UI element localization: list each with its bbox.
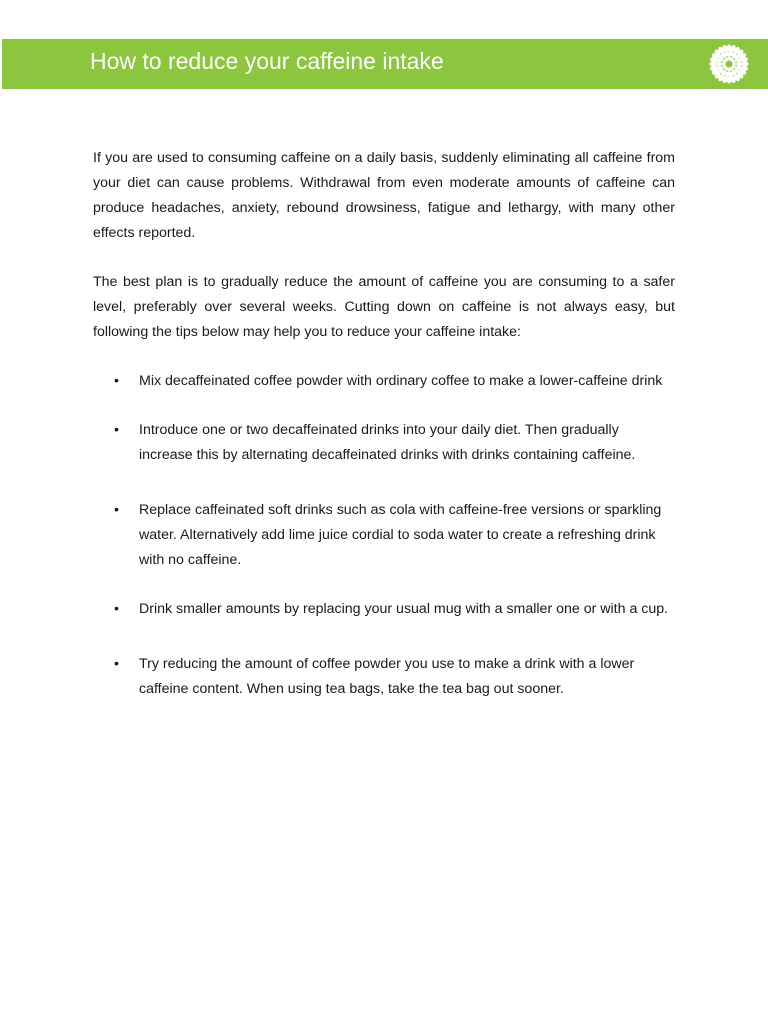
bullet: • <box>114 656 119 672</box>
logo-petal <box>716 62 722 66</box>
tip-text: Replace caffeinated soft drinks such as cola with caffeine-free versions or sparkling water. Alternatively add lime juice cordial to soda water to create a refreshing drink with no caffeine. <box>139 502 662 568</box>
logo-petal <box>732 63 736 66</box>
tip-text: Try reducing the amount of coffee powder you use to make a drink with a lower caffeine content. When using tea bags, take the tea bag out sooner. <box>139 656 635 697</box>
header-bar <box>2 39 768 89</box>
list-item <box>93 652 675 702</box>
bullet: • <box>114 601 119 617</box>
logo-petal <box>727 76 732 83</box>
logo-petal <box>728 67 731 71</box>
logo-petal <box>737 62 743 66</box>
sunburst-logo-icon <box>708 44 750 84</box>
logo-petal <box>721 63 725 66</box>
plan-paragraph: The best plan is to gradually reduce the amount of caffeine you are consuming to a safer level, preferably over several weeks. Cutting down on caffeine is not always easy, but following the tips below may help you to reduce your caffeine intake: <box>93 274 675 340</box>
bullet: • <box>114 422 119 438</box>
tip-text: Mix decaffeinated coffee powder with ordinary coffee to make a lower-caffeine drink <box>139 373 663 389</box>
document-body <box>93 146 675 702</box>
tip-text: Drink smaller amounts by replacing your usual mug with a smaller one or with a cup. <box>139 601 669 617</box>
intro-paragraph: If you are used to consuming caffeine on a daily basis, suddenly eliminating all caffeine from your diet can cause problems. Withdrawal from even moderate amounts of caffeine can produce headaches, anxiety, rebound drowsiness, fatigue and lethargy, with many other effects reported. <box>93 150 675 241</box>
list-item <box>93 369 675 394</box>
bullet: • <box>114 373 119 389</box>
page-title: How to reduce your caffeine intake <box>90 48 444 74</box>
tips-list <box>93 369 675 702</box>
list-item <box>93 597 675 622</box>
logo-petal <box>727 44 732 51</box>
logo-petal <box>728 56 731 60</box>
list-item <box>93 498 675 573</box>
tip-text: Introduce one or two decaffeinated drinks into your daily diet. Then gradually increase this by alternating decaffeinated drinks with drinks containing caffeine. <box>139 422 636 463</box>
list-item <box>93 418 675 468</box>
bullet: • <box>114 502 119 518</box>
